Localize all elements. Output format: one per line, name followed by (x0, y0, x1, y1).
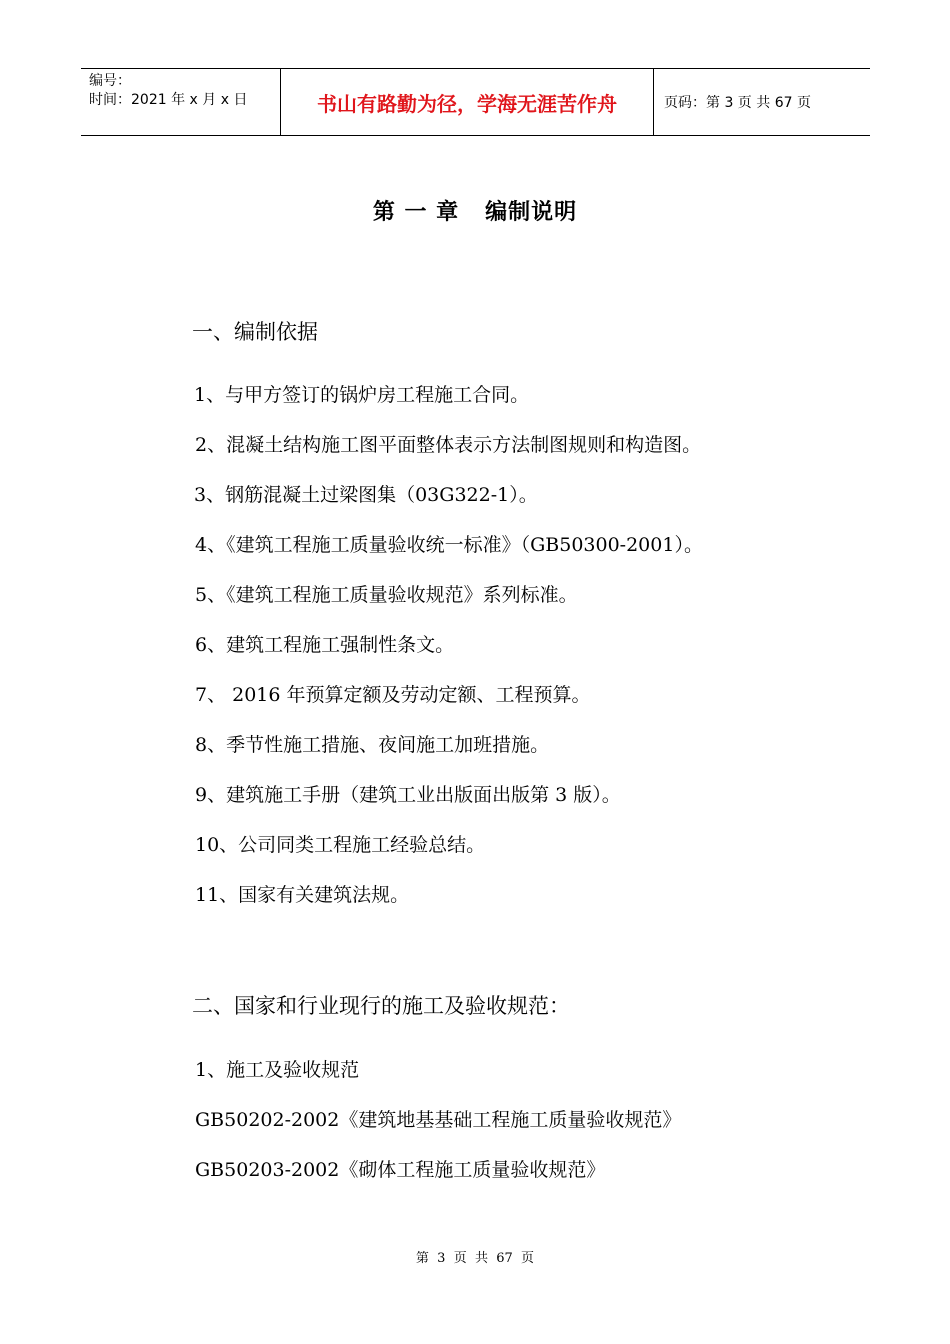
list-item: 8、季节性施工措施、夜间施工加班措施。 (195, 734, 550, 756)
list-item: GB50203-2002《砌体工程施工质量验收规范》 (195, 1159, 606, 1181)
list-item: 9、建筑施工手册（建筑工业出版面出版第 3 版）。 (195, 784, 621, 806)
list-item: 5、《建筑工程施工质量验收规范》系列标准。 (195, 584, 578, 606)
header-page-info: 页码：第 3 页 共 67 页 (664, 95, 811, 111)
section-heading-standards: 二、国家和行业现行的施工及验收规范： (192, 994, 570, 1018)
page-footer: 第 3 页 共 67 页 (415, 1251, 535, 1266)
list-item: 10、公司同类工程施工经验总结。 (195, 834, 486, 856)
list-item: 11、国家有关建筑法规。 (195, 884, 410, 906)
list-item: 2、混凝土结构施工图平面整体表示方法制图规则和构造图。 (195, 434, 702, 456)
document-number-label: 编号： (89, 73, 131, 89)
list-item: 4、《建筑工程施工质量验收统一标准》（GB50300-2001）。 (195, 534, 703, 556)
header-slogan: 书山有路勤为径，学海无涯苦作舟 (281, 69, 654, 135)
list-item: 6、建筑工程施工强制性条文。 (195, 634, 455, 656)
list-item: 1、施工及验收规范 (195, 1059, 360, 1081)
list-item: GB50202-2002《建筑地基基础工程施工质量验收规范》 (195, 1109, 682, 1131)
page-header (81, 68, 870, 136)
list-item: 7、 2016 年预算定额及劳动定额、工程预算。 (195, 684, 591, 706)
list-item: 1、与甲方签订的锅炉房工程施工合同。 (194, 384, 530, 406)
document-date: 时间：2021 年 x 月 x 日 (89, 92, 248, 108)
section-heading-basis: 一、编制依据 (192, 320, 318, 344)
list-item: 3、钢筋混凝土过梁图集（03G322-1）。 (194, 484, 538, 506)
chapter-title: 第 一 章 编制说明 (372, 200, 578, 225)
header-meta-cell (81, 69, 281, 135)
